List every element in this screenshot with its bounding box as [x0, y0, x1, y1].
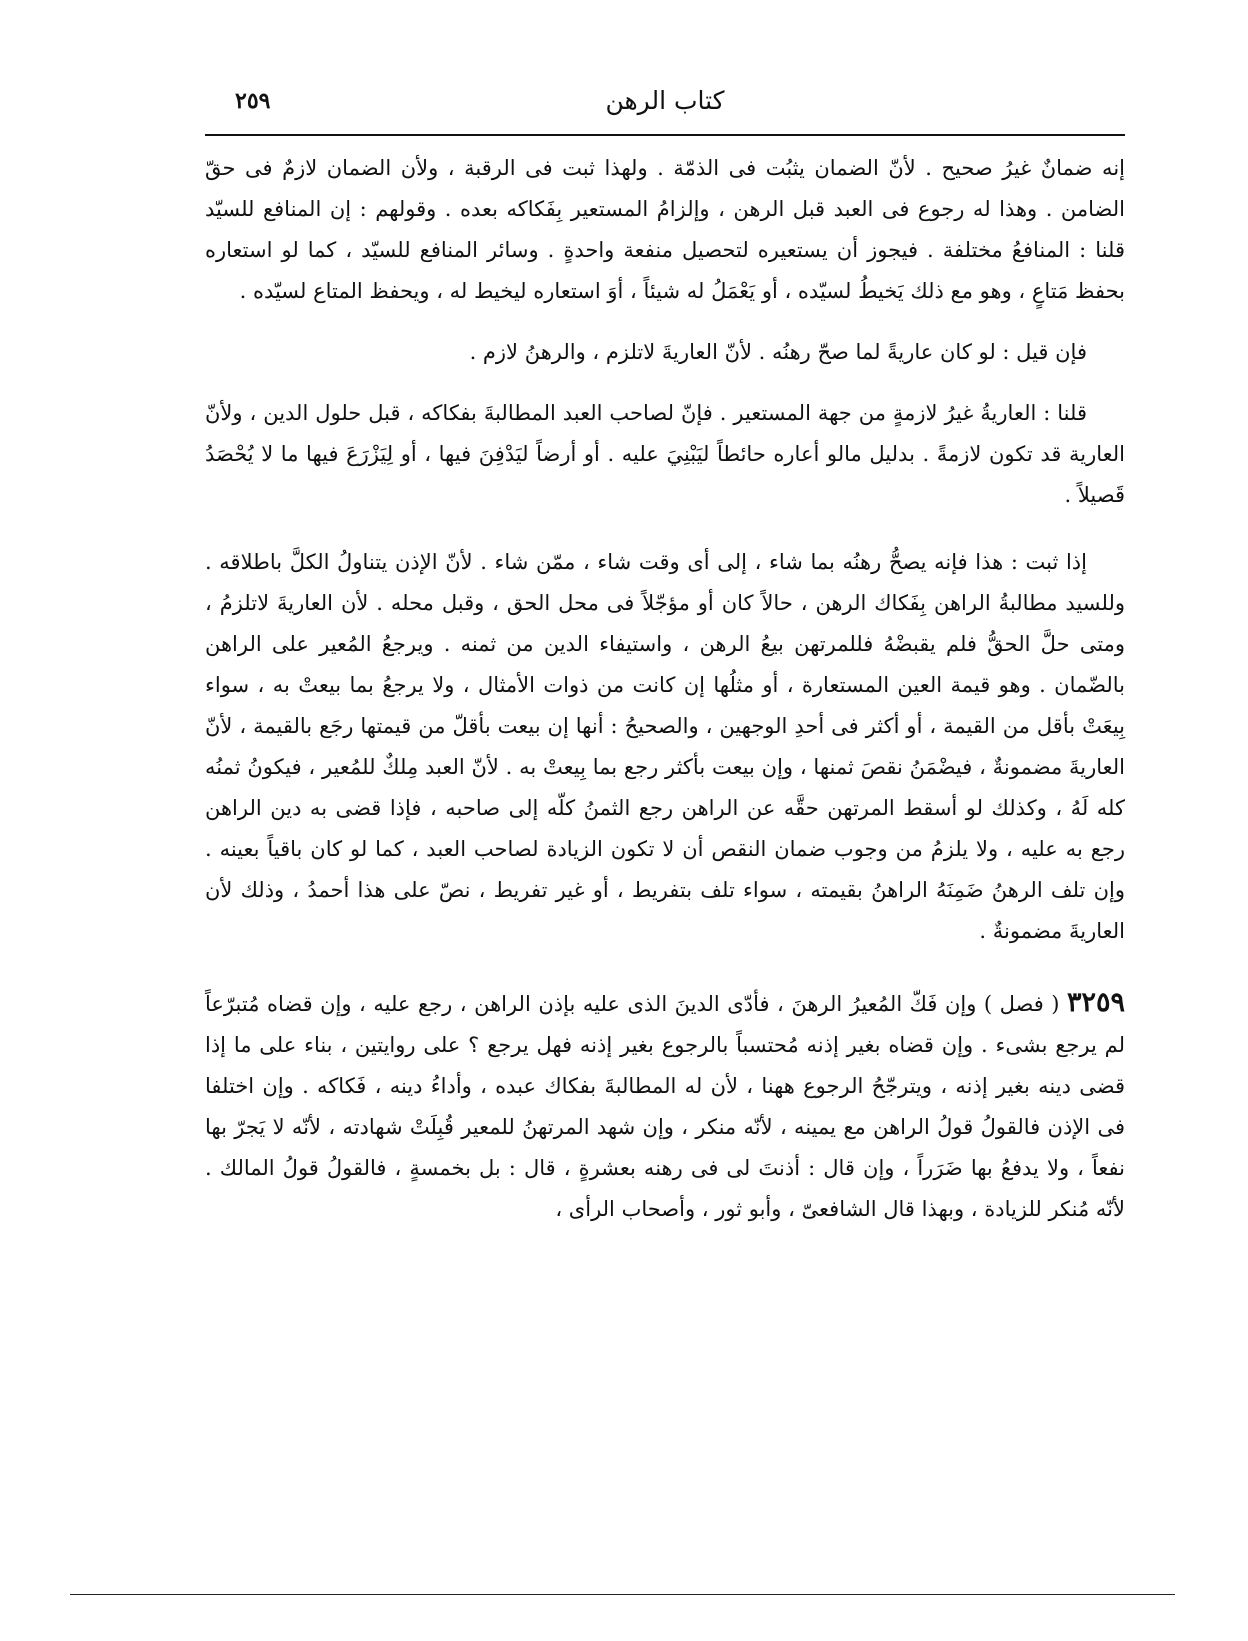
paragraph-3: قلنا : العاريةُ غيرُ لازمةٍ من جهة المستعير . فإنّ لصاحب العبد المطالبةَ بفكاكه ، قبل حلول الدين ، ولأنّ العارية قد تكون لازمةً . بدليل مالو أعاره حائطاً ليَبْنِيَ عليه . أو أرضاً ليَدْفِنَ فيها ، أو لِيَزْرَعَ فيها ما لا يُحْصَدُ قَصيلاً . [205, 401, 1125, 507]
section-paragraph [205, 982, 1125, 1230]
page-header [205, 82, 1125, 130]
page-number: ٢٥٩ [235, 88, 271, 114]
paragraph-2: فإن قيل : لو كان عاريةً لما صحّ رهنُه . لأنّ العاريةَ لاتلزم ، والرهنُ لازم . [469, 340, 1087, 364]
section-text: ( فصل ) وإن فَكّ المُعيرُ الرهنَ ، فأدّى الدينَ الذى عليه بإذن الراهن ، رجع عليه ، وإن قضاه مُتبرّعاً لم يرجع بشىء . وإن قضاه بغير إذنه مُحتسباً بالرجوع بغير إذنه فهل يرجع ؟ على روايتين ، بناء على ما إذا قضى دينه بغير إذنه ، ويترجّحُ الرجوع ههنا ، لأن له المطالبةَ بفكاك عبده ، وأداءُ دينه ، فَكاكه . وإن اختلفا فى الإذن فالقولُ قولُ الراهن مع يمينه ، لأنّه منكر ، وإن شهد المرتهنُ للمعير قُبِلَتْ شهادته ، لأنّه لا يَجرّ بها نفعاً ، ولا يدفعُ بها ضَرَراً ، وإن قال : أذنتَ لى فى رهنه بعشرةٍ ، قال : بل بخمسةٍ ، فالقولُ قولُ المالك . لأنّه مُنكر للزيادة ، وبهذا قال الشافعىّ ، وأبو ثور ، وأصحاب الرأى ، [205, 992, 1125, 1221]
section-number: ٣٢٥٩ [1066, 987, 1125, 1018]
page-body [205, 148, 1125, 1230]
header-divider [205, 134, 1125, 136]
running-title: كتاب الرهن [605, 86, 725, 115]
paragraph-1: إنه ضمانٌ غيرُ صحيح . لأنّ الضمان يثبُت فى الذمّة . ولهذا ثبت فى الرقبة ، ولأن الضمان لازمٌ فى حقّ الضامن . وهذا له رجوع فى العبد قبل الرهن ، وإلزامُ المستعير بِفَكاكه بعده . وقولهم : إن المنافع للسيّد قلنا : المنافعُ مختلفة . فيجوز أن يستعيره لتحصيل منفعة واحدةٍ . وسائر المنافع للسيّد ، كما لو استعاره بحفظ مَتاعٍ ، وهو مع ذلك يَخيطُ لسيّده ، أو يَعْمَلُ له شيئاً ، أوَ استعاره ليخيط له ، ويحفظ المتاع لسيّده . [205, 156, 1125, 303]
paragraph-4: إذا ثبت : هذا فإنه يصحُّ رهنُه بما شاء ، إلى أى وقت شاء ، ممّن شاء . لأنّ الإذن يتناولُ الكلَّ باطلاقه . وللسيد مطالبةُ الراهن بِفَكاك الرهن ، حالاً كان أو مؤجّلاً فى محل الحق ، وقبل محله . لأن العاريةَ لاتلزمُ ، ومتى حلَّ الحقُّ فلم يقبضْهُ فللمرتهن بيعُ الرهن ، واستيفاء الدين من ثمنه . ويرجعُ المُعير على الراهن بالضّمان . وهو قيمة العين المستعارة ، أو مثلُها إن كانت من ذوات الأمثال ، ولا يرجعُ بما بيعتْ به ، سواء بِيعَتْ بأقل من القيمة ، أو أكثر فى أحدِ الوجهين ، والصحيحُ : أنها إن بيعت بأقلّ من قيمتها رجَع بالقيمة ، لأنّ العاريةَ مضمونةٌ ، فيضْمَنُ نقصَ ثمنها ، وإن بيعت بأكثر رجع بما بِيعتْ به . لأنّ العبد مِلكٌ للمُعير ، فيكونُ ثمنُه كله لَهُ ، وكذلك لو أسقط المرتهن حقَّه عن الراهن رجع الثمنُ كلّه إلى صاحبه ، فإذا قضى به دين الراهن رجع به عليه ، ولا يلزمُ من وجوب ضمان النقص أن لا تكون الزيادة لصاحب العبد ، كما لو كان باقياً بعينه . وإن تلف الرهنُ ضَمِنَهُ الراهنُ بقيمته ، سواء تلف بتفريط ، أو غير تفريط ، نصّ على هذا أحمدُ ، وذلك لأن العاريةَ مضمونةٌ . [205, 550, 1125, 943]
footer-divider [70, 1594, 1175, 1595]
